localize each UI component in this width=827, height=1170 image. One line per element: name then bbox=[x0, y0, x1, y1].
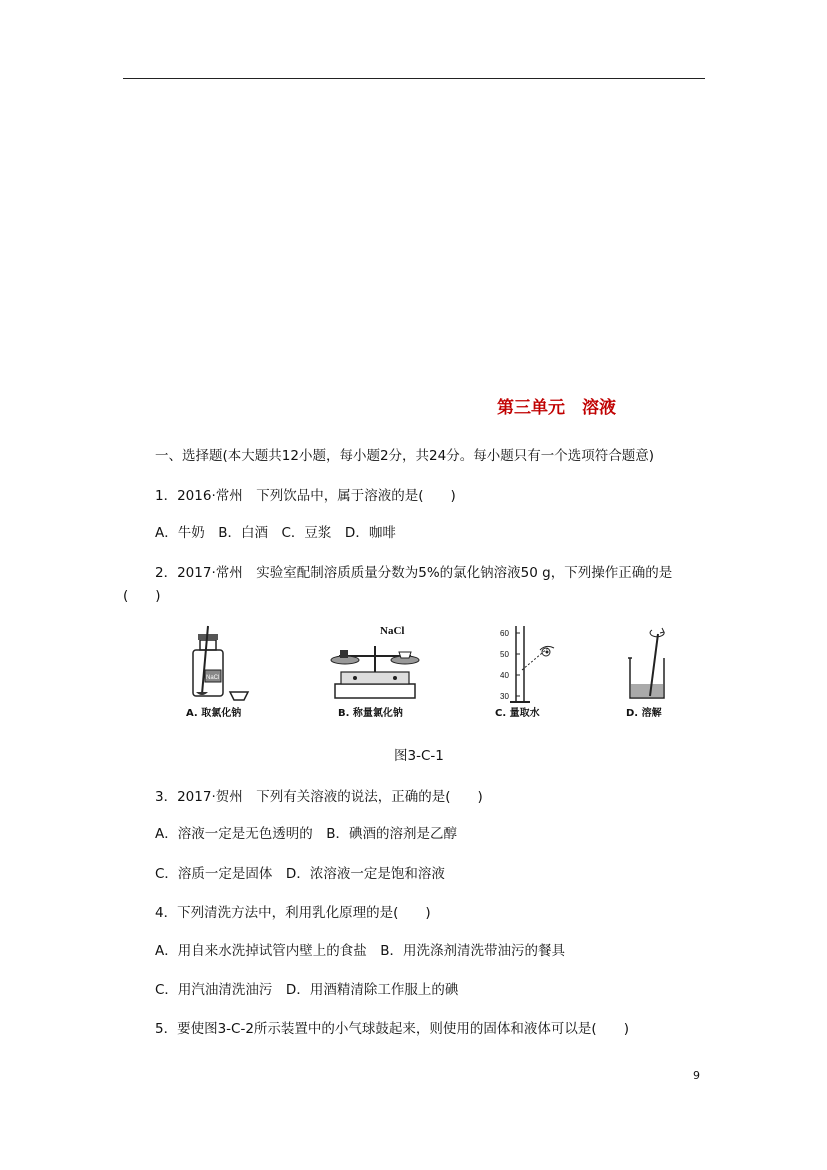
beaker-stirring-illustration bbox=[622, 622, 672, 702]
tick-label-30: 30 bbox=[500, 692, 509, 701]
figure-panel-c bbox=[496, 622, 560, 704]
tick-label-50: 50 bbox=[500, 650, 509, 659]
figure-panel-d-label: D. 溶解 bbox=[626, 708, 662, 719]
unit-title: 第三单元 溶液 bbox=[497, 398, 616, 418]
question-4-options-line-2: C．用汽油清洗油污 D．用酒精清除工作服上的碘 bbox=[155, 982, 459, 998]
figure-panel-b bbox=[325, 622, 425, 702]
figure-panel-d bbox=[622, 622, 672, 702]
figure-caption: 图3-C-1 bbox=[394, 748, 444, 764]
question-1-options: A．牛奶 B．白酒 C．豆浆 D．咖啡 bbox=[155, 525, 396, 541]
figure-panel-a-label: A. 取氯化钠 bbox=[186, 708, 242, 719]
page-number: 9 bbox=[693, 1069, 700, 1082]
question-3-stem: 3．2017·贺州 下列有关溶液的说法，正确的是( ) bbox=[155, 789, 483, 805]
tick-label-40: 40 bbox=[500, 671, 509, 680]
question-3-options-line-2: C．溶质一定是固体 D．浓溶液一定是饱和溶液 bbox=[155, 866, 445, 882]
graduated-cylinder-illustration bbox=[496, 622, 560, 704]
question-2-stem: 2．2017·常州 实验室配制溶质质量分数为5%的氯化钠溶液50 g，下列操作正确的是 bbox=[155, 565, 673, 581]
section-heading: 一、选择题(本大题共12小题，每小题2分，共24分。每小题只有一个选项符合题意) bbox=[155, 448, 654, 464]
tick-label-60: 60 bbox=[500, 629, 509, 638]
bottle-label: NaCl bbox=[206, 675, 220, 681]
figure-panel-b-label: B. 称量氯化钠 bbox=[338, 708, 403, 719]
figure-panel-a bbox=[186, 622, 250, 702]
reagent-bottle-illustration bbox=[186, 622, 250, 702]
question-5-stem: 5．要使图3-C-2所示装置中的小气球鼓起来，则使用的固体和液体可以是( ) bbox=[155, 1021, 629, 1037]
question-3-options-line-1: A．溶液一定是无色透明的 B．碘酒的溶剂是乙醇 bbox=[155, 826, 457, 842]
figure-panel-c-label: C. 量取水 bbox=[495, 708, 540, 719]
balance-illustration bbox=[325, 622, 425, 702]
balance-top-label: NaCl bbox=[380, 625, 405, 637]
question-2-stem-continued: ( ) bbox=[123, 588, 161, 604]
question-1-stem: 1．2016·常州 下列饮品中，属于溶液的是( ) bbox=[155, 488, 456, 504]
question-4-options-line-1: A．用自来水洗掉试管内壁上的食盐 B．用洗涤剂清洗带油污的餐具 bbox=[155, 943, 565, 959]
header-rule bbox=[123, 78, 705, 79]
question-4-stem: 4．下列清洗方法中，利用乳化原理的是( ) bbox=[155, 905, 431, 921]
